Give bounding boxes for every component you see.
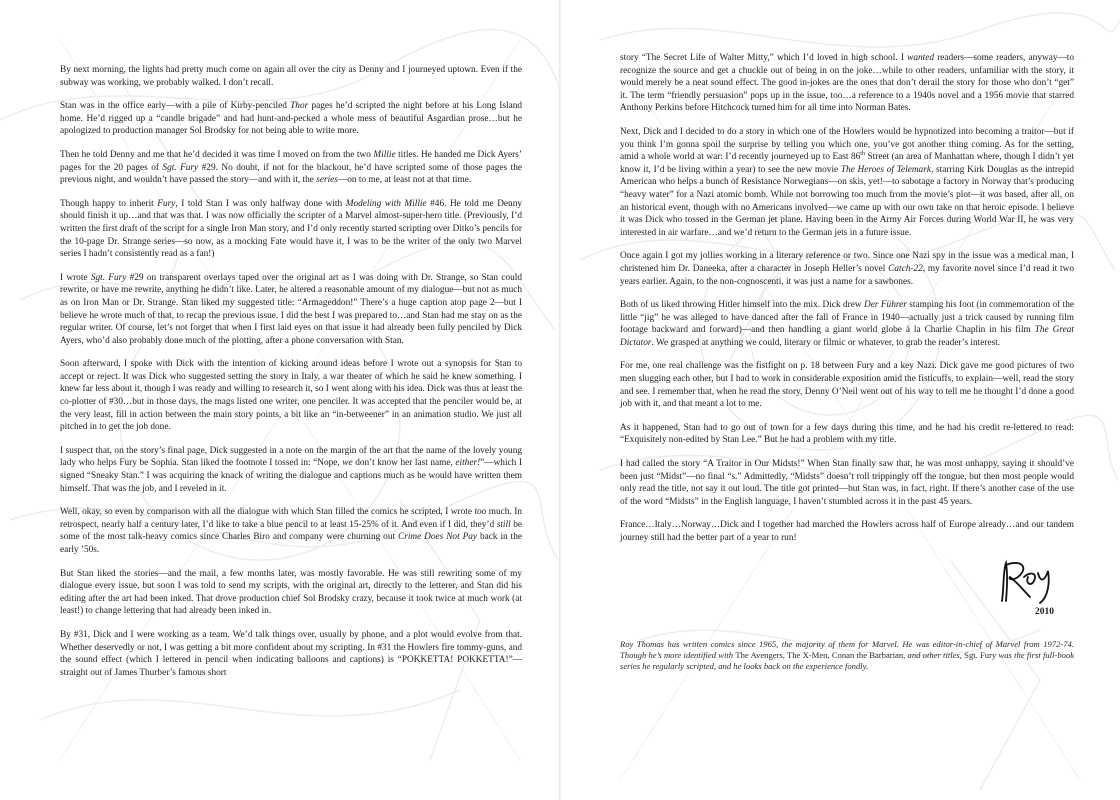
emphasis-text: The Heroes of Telemark	[840, 164, 931, 175]
emphasis-text: The Great Dictator	[620, 325, 1074, 348]
left-paragraph-8: Well, okay, so even by comparison with all the dialogue with which Stan filled the comics he scripted, I wrote too much. In retrospect, nearly half a century later, I’d like to take a blue pencil to at least 15-25% of it. And even if I did, they’d still be some of the most talk-heavy comics since Charles Biro and company were churning out Crime Does Not Pay back in the early ’50s.	[60, 507, 522, 555]
emphasis-text: Thor	[290, 101, 309, 112]
left-paragraph-5: I wrote Sgt. Fury #29 on transparent overlays taped over the original art as I was doing with Dr. Strange, so Stan could rewrite, or have me rewrite, anything he didn’t like. Later, he altered a reasonable amount of my dialogue—but not as much as on Iron Man or Dr. Strange. Stan liked my suggested title: “Armageddon!” There’s a huge caption atop page 2—but I believe he wrote much of that, to recap the previous issue. I did the best I was prepared to…and Stan had me stay on as the regular writer. Of course, let’s not forget that when I first laid eyes on that issue it had already been fully penciled by Dick Ayers, who’d also probably done much of the plotting, after a phone conversation with Stan.	[60, 272, 522, 346]
right-paragraph-3: Once again I got my jollies working in a literary reference or two. Since one Nazi spy in the issue was a medical man, I christened him Dr. Daneeka, after a character in Joseph Heller’s novel Catch-22, my favorite novel since I’d read it two years earlier. Again, to the non-cognoscenti, it was just a name for a sawbones.	[620, 251, 1074, 287]
emphasis-text: was	[987, 189, 1003, 200]
signature-icon	[994, 557, 1058, 605]
signature-year: 2010	[1035, 606, 1054, 617]
title-text: Sgt. Fury	[964, 650, 997, 660]
emphasis-text: Sgt. Fury	[162, 162, 199, 173]
right-page-text	[620, 52, 1074, 545]
left-paragraph-2: Stan was in the office early—with a pile of Kirby-penciled Thor pages he’d scripted the night before at his Long Island home. He’d rigged up a “candle brigade” and had hunt-and-pecked a whole mess of beautiful Asgardian prose…but he apologized to production manager Sol Brodsky for not being able to write more.	[60, 101, 522, 137]
emphasis-text: Crime Does Not Pay	[398, 532, 478, 543]
emphasis-text: we	[342, 458, 353, 469]
emphasis-text: Sgt. Fury	[90, 272, 127, 283]
right-paragraph-7: I had called the story “A Traitor in Our Midsts!” When Stan finally saw that, he was most unhappy, saying it should’ve been just “Midst”—no final “s.” Admittedly, “Midsts” doesn’t roll trippingly off the tongue, but then most people would only read the title, not say it out loud. The title got printed—but Stan was, in fact, right. If there’s another case of the use of the word “Midsts” in the English language, I haven’t stumbled across it in the past 45 years.	[620, 459, 1074, 507]
emphasis-text: still	[496, 519, 511, 530]
right-paragraph-6: As it happened, Stan had to go out of town for a few days during this time, and he had his credit re-lettered to read: “Exquisitely non-edited by Stan Lee.” But he had a problem with my title.	[620, 422, 1074, 446]
left-paragraph-9: But Stan liked the stories—and the mail, a few months later, was mostly favorable. He was still rewriting some of my dialogue every issue, but soon I was told to send my scripts, with the original art, directly to the letterer, and Stan did his editing after the art had been inked. That drove production chief Sol Brodsky crazy, because it took twice at much work (at least!) to change lettering that had already been inked in.	[60, 568, 522, 617]
right-paragraph-4: Both of us liked throwing Hitler himself into the mix. Dick drew Der Führer stamping his foot (in commemoration of the little “jig” he was alleged to have danced after the fall of France in 1940—actually just a trick caused by running film footage backward and forward)—and then handling a giant world globe à la Charlie Chaplin in his film The Great Dictator. We grasped at anything we could, literary or filmic or whatever, to grab the reader’s interest.	[620, 300, 1075, 348]
emphasis-text: wanted	[907, 53, 934, 63]
left-paragraph-1: By next morning, the lights had pretty much come on again all over the city as Denny and I journeyed uptown. Even if the subway was working, we probably walked. I don’t recall.	[60, 65, 522, 88]
emphasis-text: Modeling with Millie	[345, 198, 427, 209]
right-paragraph-2: Next, Dick and I decided to do a story in which one of the Howlers would be hypnotized into becoming a traitor—but if you think I’m gonna spoil the surprise by telling you which one, you’ve got another thing coming. As for the setting, amid a whole world at war: I’d recently journeyed up to East 86th Street (an area of Manhattan where, though I didn’t yet know it, I’d be living within a year) to see the new movie The Heroes of Telemark, starring Kirk Douglas as the intrepid American who helps a bunch of Resistance Norwegians—on skis, yet!—to sabotage a factory in Norway that’s producing “heavy water” for a Nazi atomic bomb. While not borrowing too much from the movie’s plot—it was based, after all, on an historical event, though with no Americans involved—we came up with our own take on that heroic episode. I believe it was Dick who tossed in the German jet plane. Having been in the Army Air Forces during World War II, he was very interested in air warfare…and we’d return to the German jets in a future issue.	[620, 126, 1074, 238]
emphasis-text: Der Führer	[864, 300, 907, 311]
emphasis-text: Fury	[157, 198, 176, 209]
right-paragraph-1: story “The Secret Life of Walter Mitty,” which I’d loved in high school. I wanted readers—some readers, anyway—to recognize the source and get a chuckle out of being in on the joke…while to other readers, unfamiliar with the story, it would merely be a neat sound effect. The good in-jokes are the ones that don’t derail the story for those who don’t “get” it. The term “friendly persuasion” pops up in the issue, too…a reference to a 1940s novel and a 1956 movie that starred Anthony Perkins before Hitchcock turned him for all time into Norman Bates.	[620, 53, 1074, 114]
emphasis-text: Catch-22	[888, 263, 923, 274]
right-paragraph-5: For me, one real challenge was the fistfight on p. 18 between Fury and a key Nazi. Dick gave me good pictures of two men slugging each other, but I had to work in considerable exposition amid the fisticuffs, to explain—well, read the story and see. I remember that, when he read the story, Denny O’Neil went out of his way to tell me he thought I’d done a good job with it, and that meant a lot to me.	[620, 361, 1074, 410]
superscript: th	[860, 151, 865, 158]
emphasis-text: series	[316, 175, 338, 186]
left-paragraph-3: Then he told Denny and me that he’d decided it was time I moved on from the two Millie titles. He handed me Dick Ayers’ pages for the 20 pages of Sgt. Fury #29. No doubt, if not for the blackout, he’d have scripted some of those pages the previous night, and wouldn’t have passed the story—and with it, the series—on to me, at least not at that time.	[60, 149, 522, 186]
right-paragraph-8: France…Italy…Norway…Dick and I together had marched the Howlers across half of Europe already…and our tandem journey still had the better part of a year to run!	[620, 520, 1074, 543]
emphasis-text: Millie	[373, 149, 396, 160]
signature-block	[620, 557, 1074, 617]
author-bio: Roy Thomas has written comics since 1965, the majority of them for Marvel. He was editor-in-chief of Marvel from 1972-74. Though he’s more identified with The Avengers, The X-Men, Conan the Barbarian, and other titles, Sgt. Fury was the first full-book series he regularly scripted, and he looks back on the experience fondly.	[620, 638, 1075, 672]
right-page	[560, 0, 1120, 800]
left-paragraph-10: By #31, Dick and I were working as a team. We’d talk things over, usually by phone, and a plot would evolve from that. Whether deservedly or not, I was getting a bit more confident about my scripting. In #31 the Howlers fire tommy-guns, and the sound effect (which I lettered in pencil when indicating balloons and captions) is “POKKETTA! POKKETTA!”—straight out of James Thurber’s famous short	[60, 629, 522, 678]
left-paragraph-6: Soon afterward, I spoke with Dick with the intention of kicking around ideas before I wrote out a synopsis for Stan to accept or reject. It was Dick who suggested setting the story in Italy, a war theater of which he said he knew something. I knew far less about it, though I was ready and willing to research it, so I went along with his idea. Dick was thus at least the co-plotter of #30…but in those days, the mags listed one writer, one penciler. It was accepted that the penciler would be, at the very least, fill in action between the main story points, a bit like an “in-betweener” in an animation studio. We just all pitched in to get the job done.	[60, 359, 522, 433]
title-text: The Avengers, The X-Men, Conan the Barbarian,	[735, 650, 906, 660]
left-paragraph-4: Though happy to inherit Fury, I told Stan I was only halfway done with Modeling with Millie #46. He told me Denny should finish it up…and that was that. I was now officially the scripter of a Marvel almost-super-hero title. (Previously, I’d written the first draft of the script for a single Iron Man story, and I’d only recently started scripting over Ditko’s pencils for the 10-page Dr. Strange series—so now, as a mocking Fate would have it, I was to be the writer of the only two Marvel series I hadn’t consistently read as a fan!)	[60, 198, 522, 260]
left-paragraph-7: I suspect that, on the story’s final page, Dick suggested in a note on the margin of the art that the name of the lovely young lady who helps Fury be Sophia. Stan liked the footnote I tossed in: “Nope, we don’t know her last name, either!”—which I signed “Sneaky Stan.” I was acquiring the knack of writing the dialogue and captions much as he would have written them himself. That was the job, and I reveled in it.	[60, 445, 522, 494]
emphasis-text: too	[474, 507, 487, 518]
emphasis-text: either!	[455, 458, 481, 469]
